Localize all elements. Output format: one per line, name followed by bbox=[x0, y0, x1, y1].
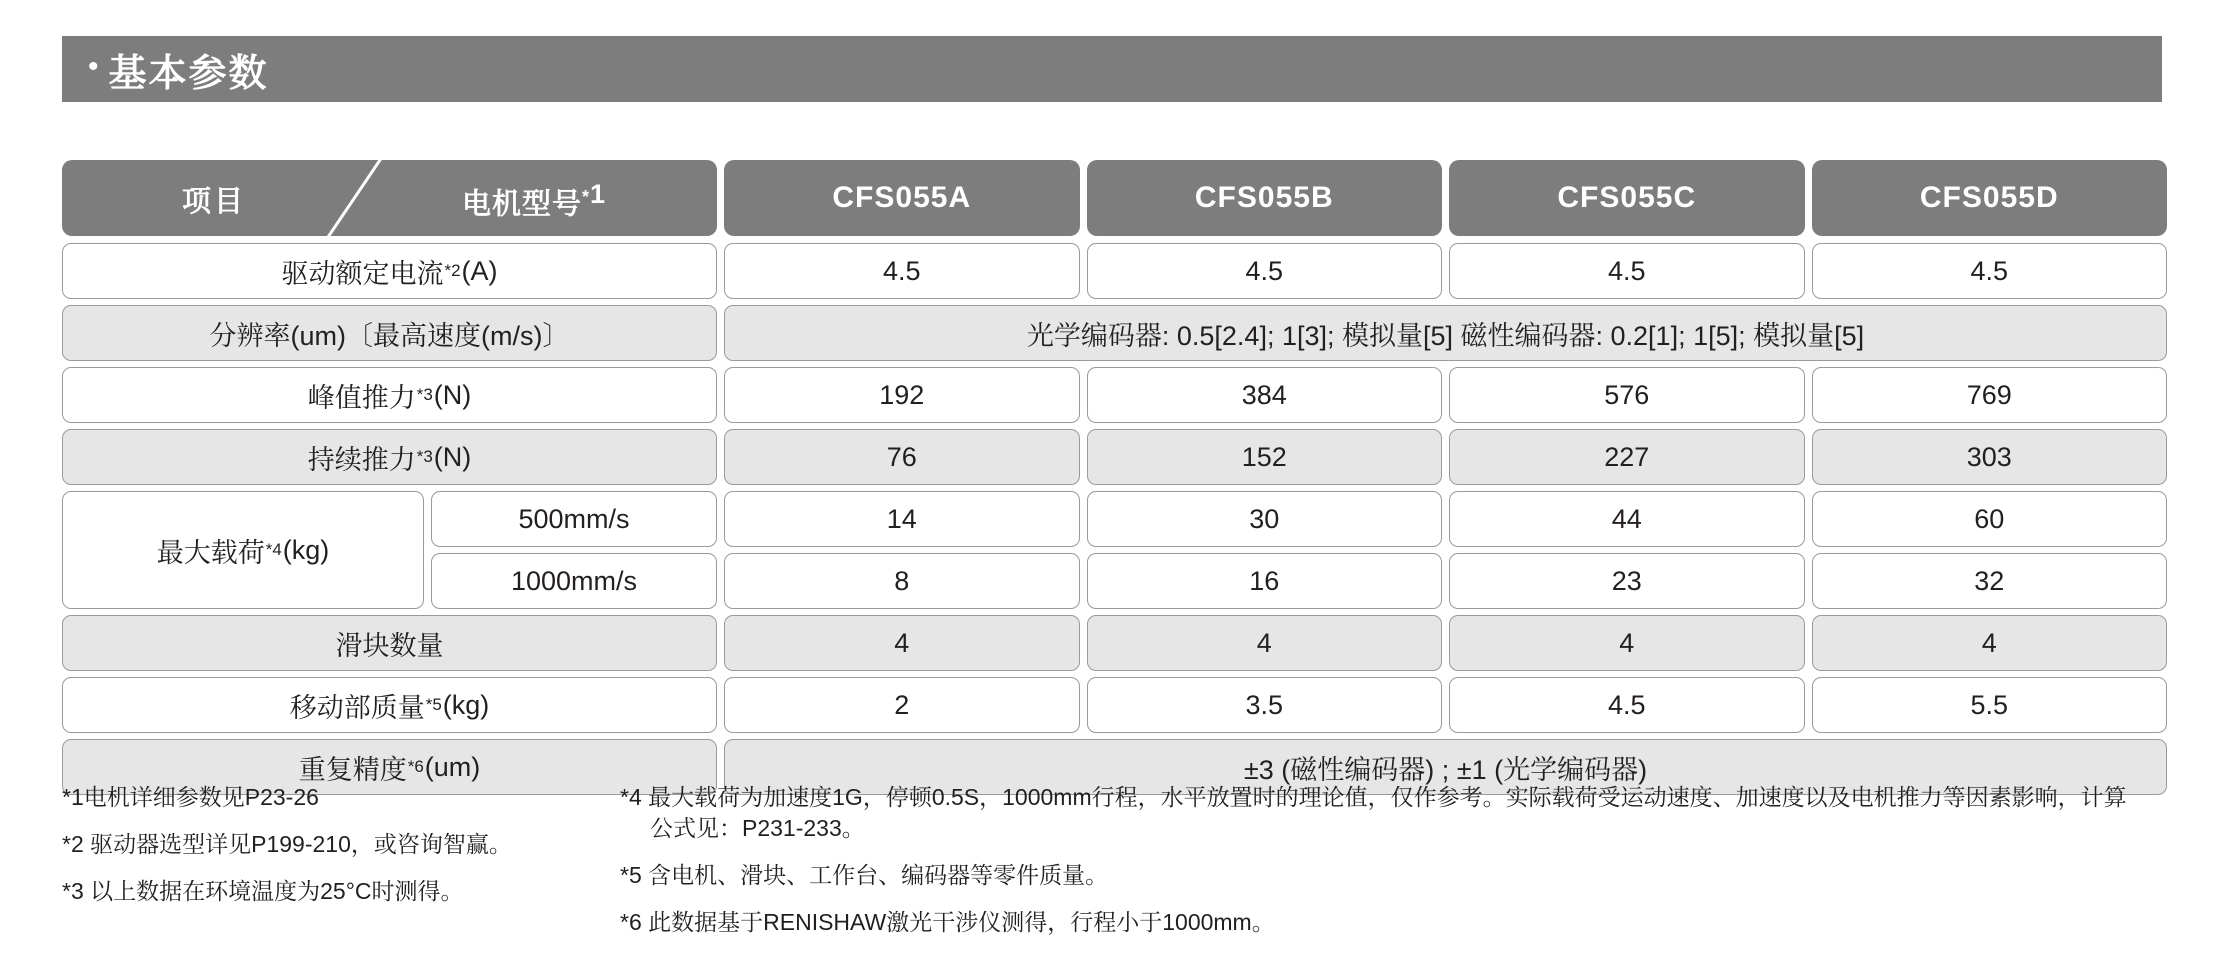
row-label-slider-count bbox=[62, 615, 717, 671]
header-item-label: 项目 bbox=[182, 186, 247, 218]
row-label-unit: (N) bbox=[433, 441, 472, 472]
row-label-text: 峰值推力 bbox=[307, 382, 416, 413]
row-label-text: 持续推力 bbox=[307, 444, 416, 475]
table-cell: 4 bbox=[1449, 615, 1805, 671]
column-header-cfs055a: CFS055A bbox=[724, 160, 1080, 236]
table-header-row bbox=[62, 160, 2167, 236]
table-cell: 3.5 bbox=[1087, 677, 1443, 733]
table-cell: 2 bbox=[724, 677, 1080, 733]
row-label-unit: (kg) bbox=[282, 534, 330, 565]
row-label-text: 移动部质量 bbox=[289, 692, 425, 723]
table-cell: 16 bbox=[1087, 553, 1443, 609]
table-row bbox=[62, 615, 2167, 671]
header-model-label bbox=[462, 179, 606, 223]
row-label-text: 最大载荷 bbox=[156, 537, 265, 568]
row-label-sup: *3 bbox=[416, 447, 433, 466]
footnotes-right-column bbox=[620, 782, 2180, 954]
max-load-group bbox=[62, 491, 2167, 609]
table-cell: 576 bbox=[1449, 367, 1805, 423]
row-label-text: 重复精度 bbox=[298, 754, 407, 785]
table-cell: 4.5 bbox=[1449, 243, 1805, 299]
table-cell: 192 bbox=[724, 367, 1080, 423]
table-row bbox=[431, 553, 2167, 609]
row-label-sup: *2 bbox=[444, 261, 461, 280]
speed-label-500: 500mm/s bbox=[431, 491, 717, 547]
table-row bbox=[62, 305, 2167, 361]
table-cell: 4 bbox=[1087, 615, 1443, 671]
footnotes-left-column bbox=[62, 782, 622, 923]
speed-label-1000: 1000mm/s bbox=[431, 553, 717, 609]
table-cell: 5.5 bbox=[1812, 677, 2168, 733]
diagonal-divider bbox=[320, 160, 395, 236]
row-label-unit: (um) bbox=[424, 751, 481, 782]
column-header-cfs055b: CFS055B bbox=[1087, 160, 1443, 236]
row-label-sup: *3 bbox=[416, 385, 433, 404]
table-cell: 4.5 bbox=[1087, 243, 1443, 299]
table-cell: 32 bbox=[1812, 553, 2168, 609]
section-title: 基本参数 bbox=[108, 52, 269, 95]
footnote-1: *1电机详细参数见P23-26 bbox=[62, 784, 319, 810]
footnote-4-text: *4 最大载荷为加速度1G，停顿0.5S，1000mm行程，水平放置时的理论值，仅作参考。实际载荷受运动速度、加速度以及电机推力等因素影响，计算 bbox=[620, 784, 2127, 810]
row-label-unit: (kg) bbox=[442, 689, 490, 720]
row-label-max-load bbox=[62, 491, 424, 609]
table-cell: 23 bbox=[1449, 553, 1805, 609]
table-cell: 4.5 bbox=[1812, 243, 2168, 299]
table-row bbox=[62, 243, 2167, 299]
footnote-4 bbox=[620, 782, 2180, 844]
table-cell: 227 bbox=[1449, 429, 1805, 485]
footnote-6: *6 此数据基于RENISHAW激光干涉仪测得，行程小于1000mm。 bbox=[620, 909, 1275, 936]
table-cell: 76 bbox=[724, 429, 1080, 485]
footnote-2: *2 驱动器选型详见P199-210，或咨询智赢。 bbox=[62, 831, 512, 858]
footnote-3: *3 以上数据在环境温度为25°C时测得。 bbox=[62, 878, 464, 905]
table-cell: 4.5 bbox=[1449, 677, 1805, 733]
table-row bbox=[62, 429, 2167, 485]
header-model-text: 电机型号 bbox=[462, 188, 583, 221]
row-label-unit: (A) bbox=[461, 255, 498, 286]
row-label-drive-current bbox=[62, 243, 717, 299]
section-header-bar bbox=[62, 36, 2162, 102]
row-label-text: 分辨率(um)〔最高速度(m/s)〕 bbox=[209, 320, 570, 351]
table-cell: 384 bbox=[1087, 367, 1443, 423]
table-row bbox=[62, 367, 2167, 423]
row-label-continuous-force bbox=[62, 429, 717, 485]
header-corner-cell bbox=[62, 160, 717, 236]
table-row bbox=[431, 491, 2167, 547]
table-cell: 30 bbox=[1087, 491, 1443, 547]
header-model-sup: *1 bbox=[582, 179, 607, 209]
column-header-cfs055c: CFS055C bbox=[1449, 160, 1805, 236]
max-load-rows bbox=[431, 491, 2167, 609]
row-label-unit: (N) bbox=[433, 379, 472, 410]
table-cell: 4.5 bbox=[724, 243, 1080, 299]
row-label-text: 滑块数量 bbox=[335, 630, 444, 661]
table-cell: 4 bbox=[1812, 615, 2168, 671]
table-cell-merged-resolution: 光学编码器: 0.5[2.4]; 1[3]; 模拟量[5] 磁性编码器: 0.2[1]; 1[5]; 模拟量[5] bbox=[724, 305, 2167, 361]
table-cell: 4 bbox=[724, 615, 1080, 671]
footnote-4-continuation: 公式见：P231-233。 bbox=[650, 815, 865, 842]
row-label-moving-mass bbox=[62, 677, 717, 733]
table-cell: 769 bbox=[1812, 367, 2168, 423]
table-cell: 60 bbox=[1812, 491, 2168, 547]
table-cell: 8 bbox=[724, 553, 1080, 609]
table-cell: 303 bbox=[1812, 429, 2168, 485]
column-header-cfs055d: CFS055D bbox=[1812, 160, 2168, 236]
spec-table bbox=[62, 160, 2167, 801]
table-cell-merged-repeatability: ±3 (磁性编码器) ; ±1 (光学编码器) bbox=[724, 739, 2167, 795]
row-label-resolution bbox=[62, 305, 717, 361]
row-label-sup: *4 bbox=[265, 540, 282, 559]
table-cell: 44 bbox=[1449, 491, 1805, 547]
footnote-5: *5 含电机、滑块、工作台、编码器等零件质量。 bbox=[620, 862, 1109, 889]
bullet-icon: • bbox=[88, 50, 99, 83]
table-row bbox=[62, 677, 2167, 733]
row-label-text: 驱动额定电流 bbox=[281, 258, 444, 289]
table-cell: 14 bbox=[724, 491, 1080, 547]
row-label-sup: *6 bbox=[407, 757, 424, 776]
row-label-peak-force bbox=[62, 367, 717, 423]
table-cell: 152 bbox=[1087, 429, 1443, 485]
row-label-sup: *5 bbox=[425, 695, 442, 714]
